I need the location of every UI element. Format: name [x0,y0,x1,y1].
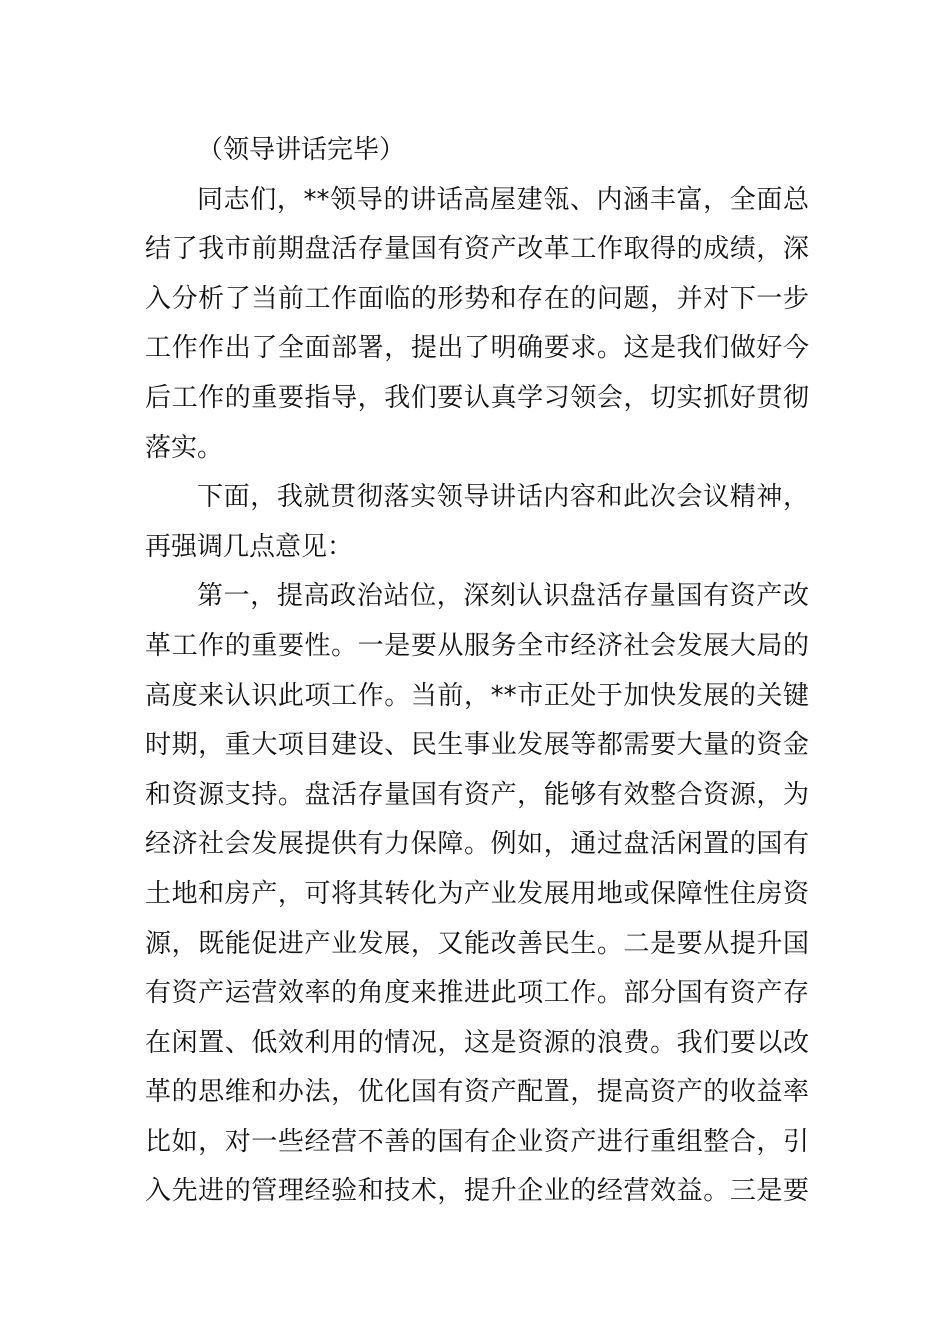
paragraph-line: 高度来认识此项工作。当前，**市正处于加快发展的关键 [145,680,809,711]
paragraph-line: 源，既能促进产业发展，又能改善民生。二是要从提升国 [145,928,809,959]
paragraph-line: 后工作的重要指导，我们要认真学习领会，切实抓好贯彻 [145,382,809,413]
paragraph-line: 落实。 [145,432,224,463]
paragraph-line: 时期，重大项目建设、民生事业发展等都需要大量的资金 [145,730,809,761]
paragraph-line: 革工作的重要性。一是要从服务全市经济社会发展大局的 [145,630,809,661]
paragraph-line: 有资产运营效率的角度来推进此项工作。部分国有资产存 [145,978,809,1009]
speech-text [145,126,809,1217]
paragraph-line: 入分析了当前工作面临的形势和存在的问题，并对下一步 [145,283,809,314]
paragraph-line: 下面，我就贯彻落实领导讲话内容和此次会议精神， [197,482,809,513]
paragraph-line: 经济社会发展提供有力保障。例如，通过盘活闲置的国有 [145,829,809,860]
paragraph-2 [145,473,809,572]
paragraph-line: 比如，对一些经营不善的国有企业资产进行重组整合，引 [145,1126,809,1157]
paragraph-line: 第一，提高政治站位，深刻认识盘活存量国有资产改 [197,581,809,612]
paragraph-line: 结了我市前期盘活存量国有资产改革工作取得的成绩，深 [145,234,809,265]
paragraph-line: 工作作出了全面部署，提出了明确要求。这是我们做好今 [145,333,809,364]
paragraph-line: 同志们，**领导的讲话高屋建瓴、内涵丰富，全面总 [197,184,809,215]
paragraph-line: 入先进的管理经验和技术，提升企业的经营效益。三是要 [145,1176,809,1207]
paragraph-line: 在闲置、低效利用的情况，这是资源的浪费。我们要以改 [145,1027,809,1058]
paragraph-line: 和资源支持。盘活存量国有资产，能够有效整合资源，为 [145,779,809,810]
paragraph-line: 再强调几点意见： [145,531,354,562]
paragraph-1 [145,176,809,474]
paragraph-line: 土地和房产，可将其转化为产业发展用地或保障性住房资 [145,878,809,909]
paragraph-line: 革的思维和办法，优化国有资产配置，提高资产的收益率 [145,1077,809,1108]
closing-note: （领导讲话完毕） [197,135,406,165]
paragraph-3 [145,572,809,1217]
